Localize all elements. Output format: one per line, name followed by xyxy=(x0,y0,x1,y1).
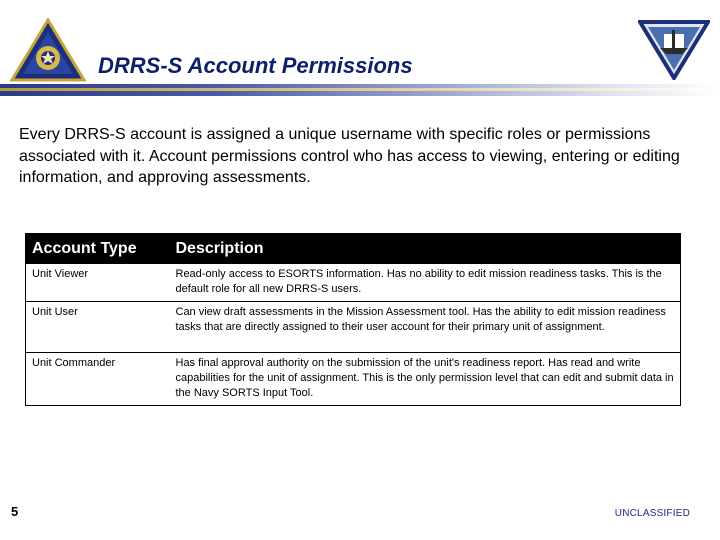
description-cell: Read-only access to ESORTS information. Has no ability to edit mission readiness tasks. This is the default role for all new DRRS-S users. xyxy=(170,264,681,302)
permissions-table xyxy=(25,233,681,406)
table-row xyxy=(26,264,681,302)
header-account-type: Account Type xyxy=(26,234,170,264)
account-type-cell: Unit Viewer xyxy=(26,264,170,302)
header-description: Description xyxy=(170,234,681,264)
account-type-cell: Unit User xyxy=(26,302,170,353)
intro-paragraph: Every DRRS-S account is assigned a unique username with specific roles or permissions associated with it. Account permissions control who has access to viewing, entering or editing information, and approving assessments. xyxy=(19,126,680,186)
account-type-cell: Unit Commander xyxy=(26,353,170,406)
table-header-row xyxy=(26,234,681,264)
navy-emblem-icon xyxy=(638,18,710,80)
table-row xyxy=(26,302,681,353)
description-cell: Has final approval authority on the submission of the unit's readiness report. Has read and write capabilities for the unit of assignment. This is the only permission level that can edit and submit data in the Navy SORTS Input Tool. xyxy=(170,353,681,406)
classification-label: UNCLASSIFIED xyxy=(614,508,690,519)
title-divider-accent xyxy=(0,88,720,91)
table-row xyxy=(26,353,681,406)
slide-title: DRRS-S Account Permissions xyxy=(98,53,413,78)
navy-seal-icon xyxy=(10,18,86,82)
page-number: 5 xyxy=(11,504,19,519)
description-cell: Can view draft assessments in the Mission Assessment tool. Has the ability to edit mission readiness tasks that are directly assigned to their user account for their primary unit of assignment. xyxy=(170,302,681,353)
